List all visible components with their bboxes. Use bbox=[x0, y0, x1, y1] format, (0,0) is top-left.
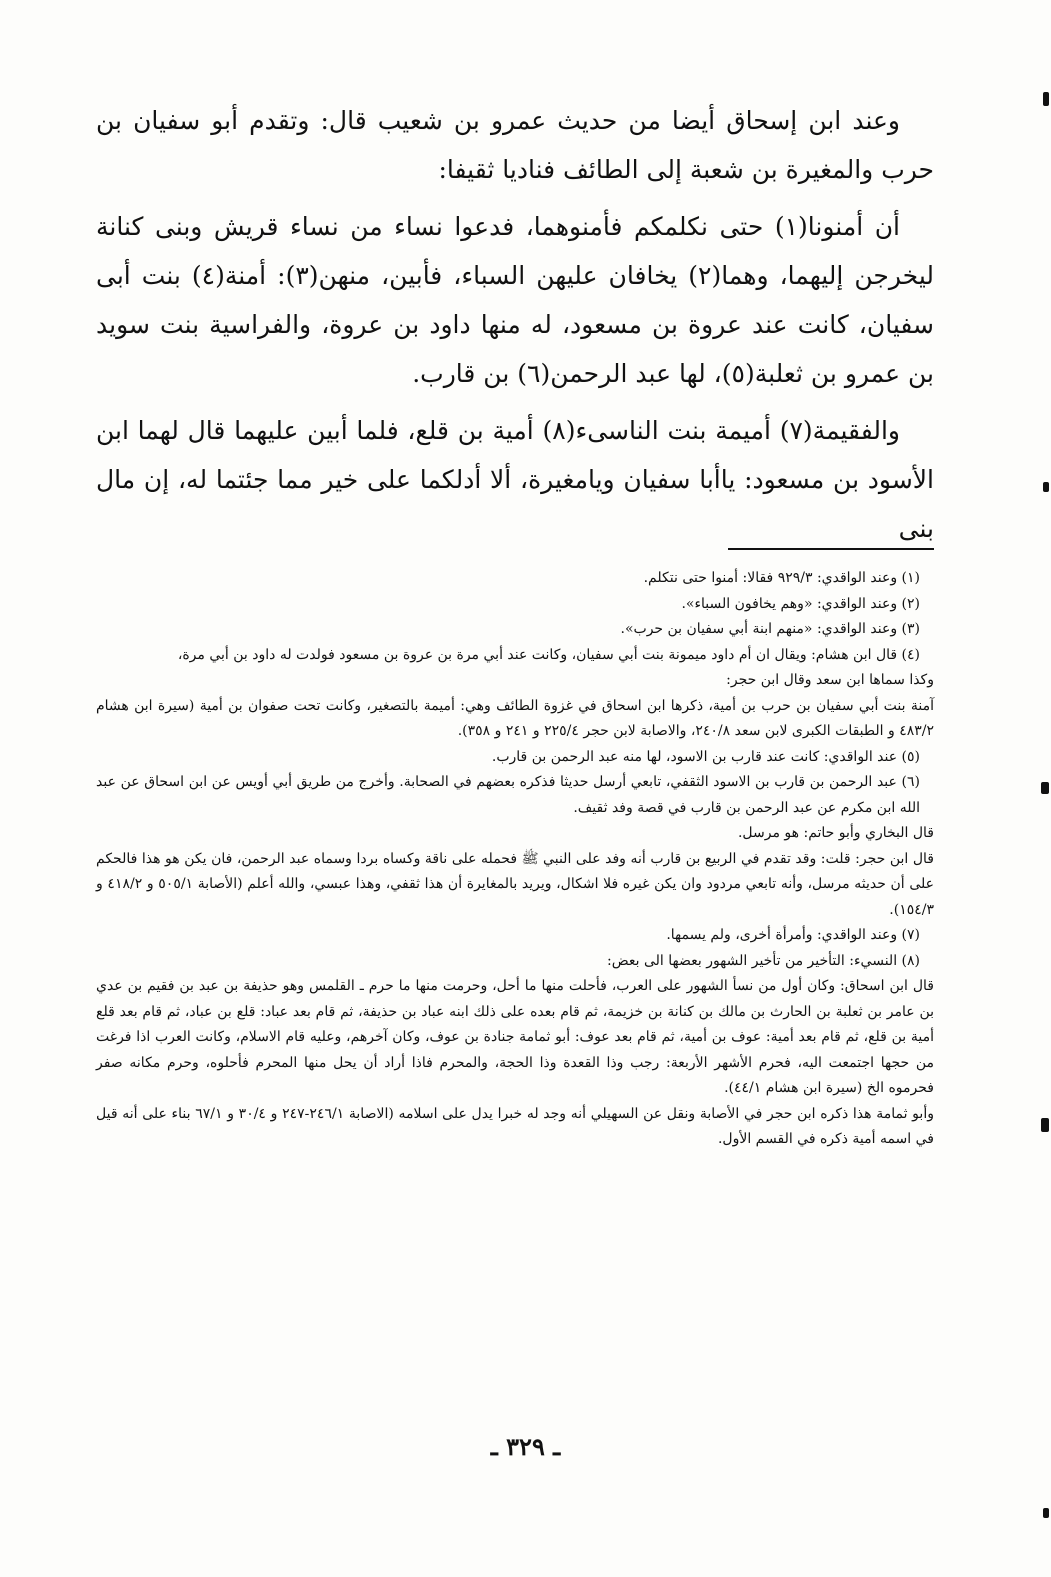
footnote-4-cont-2: آمنة بنت أبي سفيان بن حرب بن أمية، ذكرها ابن اسحاق في غزوة الطائف وهي: أميمة بالتصغير، وكانت تحت صفوان بن أمية (سيرة ابن هشام ٤٨٣/٢ و الطبقات الكبرى لابن سعد ٢٤٠/٨، والاصابة لابن حجر ٢٢٥/٤ و ٢٤١ و ٣٥٨). bbox=[96, 697, 934, 739]
footnote-8: (٨) النسيء: التأخير من تأخير الشهور بعضها الى بعض: bbox=[606, 952, 920, 969]
main-paragraph-2: أن أمنونا(١) حتى نكلمكم فأمنوهما، فدعوا نساء من نساء قريش وبنى كنانة ليخرجن إليهما، وهما(٢) يخافان عليهن السباء، فأبين، منهن(٣): أمنة(٤) بنت أبى سفيان، كانت عند عروة بن مسعود، له منها داود بن عروة، والفراسية بنت سويد بن عمرو بن ثعلبة(٥)، لها عبد الرحمن(٦) بن قارب. bbox=[96, 212, 934, 388]
footnote-6-cont-2: قال ابن حجر: قلت: وقد تقدم في الربيع بن قارب أنه وفد على النبي ﷺ فحمله على ناقة وكساه بردا وسماه عبد الرحمن، فان يكن هو هذا فالحكم على أن حديثه مرسل، وأنه تابعي مردود وان يكن غيره فلا اشكال، ويريد بالمغايرة أن هذا ثقفي، وهذا عبسي، والله أعلم (الأصابة ٥٠٥/١ و ٤١٨/٢ و ١٥٤/٣). bbox=[96, 850, 934, 918]
margin-mark bbox=[1043, 482, 1049, 492]
main-paragraph-1: وعند ابن إسحاق أيضا من حديث عمرو بن شعيب قال: وتقدم أبو سفيان بن حرب والمغيرة بن شعبة إلى الطائف فناديا ثقيفا: bbox=[96, 106, 934, 184]
footnote-6: (٦) عبد الرحمن بن قارب بن الاسود الثقفي، تابعي أرسل حديثا فذكره بعضهم في الصحابة. وأخرج من طريق أبي أويس عن ابن اسحاق عن عبد الله ابن مكرم عن عبد الرحمن بن قارب في قصة وفد ثقيف. bbox=[96, 774, 920, 816]
main-text bbox=[96, 96, 934, 561]
main-paragraph-3: والفقيمة(٧) أميمة بنت الناسىء(٨) أمية بن قلع، فلما أبين عليهما قال لهما ابن الأسود بن مسعود: ياأبا سفيان ويامغيرة، ألا أدلكما على خير مما جئتما له، إن مال بنى bbox=[96, 416, 934, 543]
footnote-separator bbox=[728, 548, 934, 550]
footnote-6-cont-1: قال البخاري وأبو حاتم: هو مرسل. bbox=[737, 825, 934, 841]
footnote-7: (٧) وعند الواقدي: وأمرأة أخرى، ولم يسمها. bbox=[666, 927, 920, 943]
page-number: ـ ٣٢٩ ـ bbox=[490, 1432, 561, 1461]
footnote-8-cont-1: قال ابن اسحاق: وكان أول من نسأ الشهور على العرب، فأحلت منها ما أحل، وحرمت منها ما حرم ـ القلمس وهو حذيفة بن عبد بن فقيم بن عدي بن عامر بن ثعلبة بن الحارث بن مالك بن كنانة بن خزيمة، ثم قام بعده على ذلك ابنه عباد بن حذيفة، ثم قام بعد عباد: قلع بن عباد، ثم قام بعد قلع أمية بن قلع، ثم قام بعد أمية: عوف بن أمية، ثم قام بعد عوف: أبو ثمامة جنادة بن عوف، وكان آخرهم، وعليه قام الاسلام، وكانت العرب اذا فرغت من حجها اجتمعت اليه، فحرم الأشهر الأربعة: رجب وذا القعدة وذا الحجة، والمحرم فاذا أراد أن يحل منها المحرم فأحلوه، وحرم مكانه صفر فحرموه الخ (سيرة ابن هشام ٤٤/١). bbox=[96, 978, 934, 1096]
footnote-2: (٢) وعند الواقدي: «وهم يخافون السباء». bbox=[681, 595, 920, 612]
margin-mark bbox=[1041, 782, 1049, 794]
margin-mark bbox=[1043, 92, 1049, 106]
margin-mark bbox=[1043, 1508, 1049, 1518]
footnote-8-cont-2: وأبو ثمامة هذا ذكره ابن حجر في الأصابة ونقل عن السهيلي أنه وجد له خبرا يدل على اسلامه (الاصابة ٢٤٦/١-٢٤٧ و ٣٠/٤ و ٦٧/١ بناء على أنه قيل في اسمه أمية ذكره في القسم الأول. bbox=[96, 1105, 934, 1147]
footnote-1: (١) وعند الواقدي: ٩٢٩/٣ فقالا: أمنوا حتى نتكلم. bbox=[643, 570, 920, 586]
footnote-3: (٣) وعند الواقدي: «منهم ابنة أبي سفيان بن حرب». bbox=[620, 621, 920, 637]
footnotes bbox=[96, 566, 934, 1153]
footnote-4-cont-1: وكذا سماها ابن سعد وقال ابن حجر: bbox=[726, 672, 934, 688]
margin-mark bbox=[1041, 1118, 1049, 1132]
footnote-5: (٥) عند الواقدي: كانت عند قارب بن الاسود، لها منه عبد الرحمن بن قارب. bbox=[491, 748, 920, 765]
footnote-4: (٤) قال ابن هشام: ويقال ان أم داود ميمونة بنت أبي سفيان، وكانت عند أبي مرة بن عروة بن مسعود فولدت له داود بن أبي مرة، bbox=[177, 646, 920, 663]
